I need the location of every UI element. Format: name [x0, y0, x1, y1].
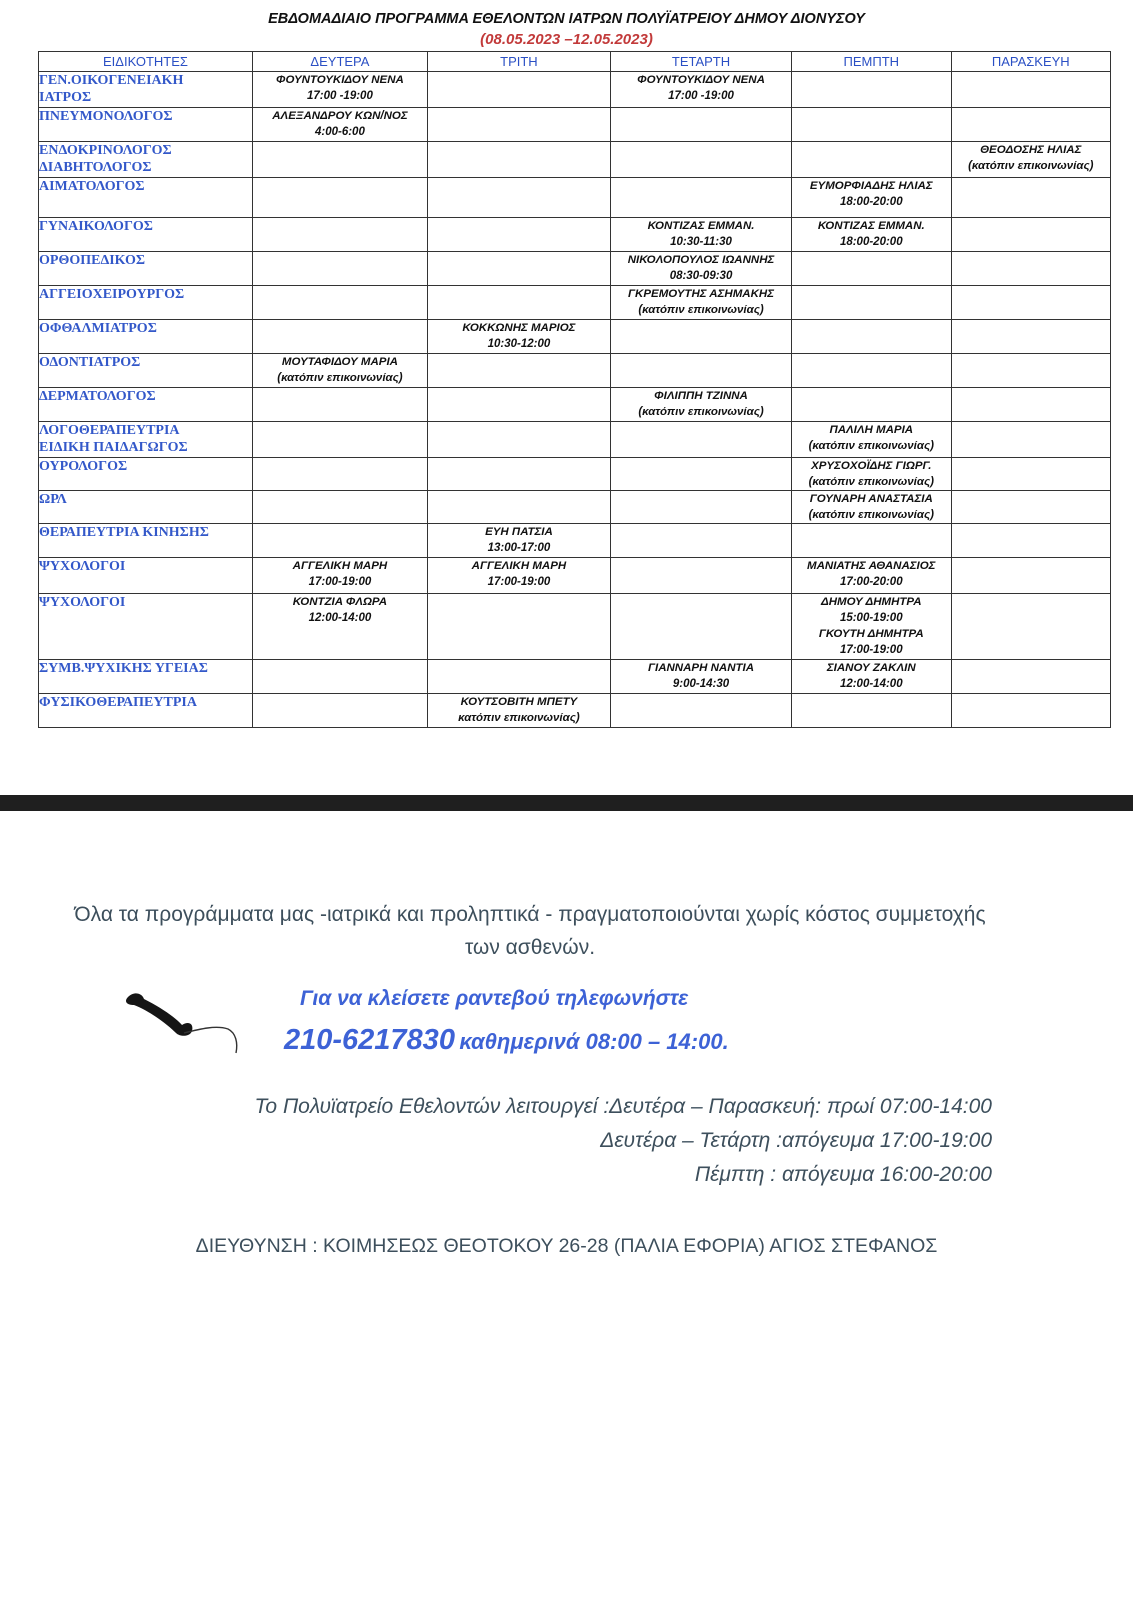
schedule-cell — [610, 660, 791, 694]
doctor-hours: κατόπιν επικοινωνίας) — [458, 712, 580, 724]
doctor-name: ΘΕΟΔΟΣΗΣ ΗΛΙΑΣ — [980, 144, 1082, 156]
schedule-cell — [252, 524, 427, 558]
schedule-cell — [427, 108, 610, 142]
schedule-cell — [252, 142, 427, 178]
schedule-cell — [610, 218, 791, 252]
schedule-cell — [427, 524, 610, 558]
doctor-hours: 18:00-20:00 — [839, 236, 903, 248]
table-row — [39, 142, 1111, 178]
doctor-name: ΜΟΥΤΑΦΙΔΟΥ ΜΑΡΙΑ — [281, 356, 398, 368]
schedule-cell — [951, 422, 1111, 458]
specialty-label: ΑΙΜΑΤΟΛΟΓΟΣ — [39, 179, 145, 194]
schedule-title: ΕΒΔΟΜΑΔΙΑΙΟ ΠΡΟΓΡΑΜΜΑ ΕΘΕΛΟΝΤΩΝ ΙΑΤΡΩΝ ΠΟΛΥΪΑΤΡΕΙΟΥ ΔΗΜΟΥ ΔΙΟΝΥΣΟΥ — [268, 11, 865, 27]
specialty-cell — [39, 218, 253, 252]
schedule-cell — [427, 178, 610, 218]
schedule-cell — [427, 660, 610, 694]
schedule-cell — [792, 354, 951, 388]
doctor-name: ΦΙΛΙΠΠΗ ΤΖΙΝΝΑ — [654, 390, 748, 402]
schedule-cell — [792, 594, 951, 660]
free-of-charge-note: Όλα τα προγράμματα μας -ιατρικά και προληπτικά - πραγματοποιούνται χωρίς κόστος συμμετοχής των ασθενών. — [74, 903, 986, 959]
schedule-cell — [610, 286, 791, 320]
schedule-cell — [792, 660, 951, 694]
table-row — [39, 422, 1111, 458]
schedule-cell — [252, 218, 427, 252]
specialty-cell — [39, 558, 253, 594]
column-header: ΕΙΔΙΚΟΤΗΤΕΣ — [39, 52, 253, 72]
column-header: ΠΕΜΠΤΗ — [792, 52, 951, 72]
schedule-cell — [427, 594, 610, 660]
specialty-cell — [39, 108, 253, 142]
table-header-row — [39, 52, 1111, 72]
doctor-name: ΓΚΡΕΜΟΥΤΗΣ ΑΣΗΜΑΚΗΣ — [628, 288, 774, 300]
schedule-cell — [427, 458, 610, 491]
schedule-cell — [252, 178, 427, 218]
doctor-hours: 13:00-17:00 — [487, 542, 551, 554]
specialty-cell — [39, 491, 253, 524]
telephone-handset-icon — [120, 985, 245, 1055]
specialty-cell — [39, 388, 253, 422]
doctor-name: ΓΙΑΝΝΑΡΗ ΝΑΝΤΙΑ — [647, 662, 755, 674]
schedule-cell — [951, 558, 1111, 594]
table-row — [39, 594, 1111, 660]
schedule-cell — [792, 218, 951, 252]
doctor-hours: 17:00 -19:00 — [307, 90, 373, 102]
schedule-cell — [792, 491, 951, 524]
hours-line: Δευτέρα – Τετάρτη :απόγευμα 17:00-19:00 — [600, 1129, 992, 1152]
doctor-name: ΧΡΥΣΟΧΟΪΔΗΣ ΓΙΩΡΓ. — [811, 460, 932, 472]
doctor-name: ΕΥΗ ΠΑΤΣΙΑ — [485, 526, 553, 538]
doctor-name: ΦΟΥΝΤΟΥΚΙΔΟΥ ΝΕΝΑ — [276, 74, 404, 86]
schedule-cell — [951, 218, 1111, 252]
table-row — [39, 458, 1111, 491]
schedule-cell — [610, 558, 791, 594]
divider-bar — [0, 795, 1133, 811]
specialty-label: ΕΝΔΟΚΡΙΝΟΛΟΓΟΣ — [39, 143, 172, 158]
schedule-cell — [610, 108, 791, 142]
schedule-cell — [951, 458, 1111, 491]
schedule-cell — [951, 354, 1111, 388]
doctor-name: ΝΙΚΟΛΟΠΟΥΛΟΣ ΙΩΑΝΝΗΣ — [627, 254, 775, 266]
specialty-label: ΔΙΑΒΗΤΟΛΟΓΟΣ — [39, 160, 152, 175]
specialty-cell — [39, 354, 253, 388]
specialty-label: ΓΕΝ.ΟΙΚΟΓΕΝΕΙΑΚΗ — [39, 73, 184, 88]
schedule-cell — [951, 286, 1111, 320]
schedule-cell — [427, 142, 610, 178]
hours-line: Πέμπτη : απόγευμα 16:00-20:00 — [694, 1163, 992, 1186]
doctor-hours: 18:00-20:00 — [839, 196, 903, 208]
table-row — [39, 558, 1111, 594]
schedule-cell — [252, 320, 427, 354]
table-row — [39, 660, 1111, 694]
schedule-cell — [252, 594, 427, 660]
specialty-label: ΔΕΡΜΑΤΟΛΟΓΟΣ — [39, 389, 156, 404]
schedule-cell — [792, 72, 951, 108]
column-header: ΤΕΤΑΡΤΗ — [610, 52, 791, 72]
column-header: ΤΡΙΤΗ — [427, 52, 610, 72]
schedule-cell — [951, 694, 1111, 728]
schedule-cell — [427, 491, 610, 524]
doctor-name: ΚΟΝΤΙΖΑΣ ΕΜΜΑΝ. — [817, 220, 925, 232]
specialty-cell — [39, 142, 253, 178]
doctor-name: ΑΛΕΞΑΝΔΡΟΥ ΚΩΝ/ΝΟΣ — [272, 110, 408, 122]
schedule-cell — [792, 458, 951, 491]
table-row — [39, 694, 1111, 728]
schedule-cell — [792, 252, 951, 286]
schedule-cell — [951, 320, 1111, 354]
doctor-name: ΚΟΝΤΙΖΑΣ ΕΜΜΑΝ. — [647, 220, 755, 232]
doctor-name: ΑΓΓΕΛΙΚΗ ΜΑΡΗ — [292, 560, 388, 572]
table-row — [39, 388, 1111, 422]
phone-hours: καθημερινά 08:00 – 14:00. — [459, 1029, 729, 1054]
specialty-label: ΑΓΓΕΙΟΧΕΙΡΟΥΡΓΟΣ — [39, 287, 185, 302]
schedule-cell — [792, 142, 951, 178]
doctor-hours: 17:00-19:00 — [839, 644, 903, 656]
column-header: ΔΕΥΤΕΡΑ — [252, 52, 427, 72]
schedule-cell — [610, 491, 791, 524]
table-row — [39, 72, 1111, 108]
schedule-cell — [427, 388, 610, 422]
phone-line — [284, 1024, 729, 1057]
schedule-cell — [427, 286, 610, 320]
specialty-label: ΘΕΡΑΠΕΥΤΡΙΑ ΚΙΝΗΣΗΣ — [39, 525, 209, 540]
schedule-cell — [951, 142, 1111, 178]
doctor-name: ΦΟΥΝΤΟΥΚΙΔΟΥ ΝΕΝΑ — [637, 74, 765, 86]
schedule-cell — [792, 694, 951, 728]
doctor-hours: (κατόπιν επικοινωνίας) — [638, 304, 764, 316]
schedule-cell — [252, 108, 427, 142]
doctor-hours: 12:00-14:00 — [308, 612, 372, 624]
schedule-cell — [252, 491, 427, 524]
address: ΔΙΕΥΘΥΝΣΗ : ΚΟΙΜΗΣΕΩΣ ΘΕΟΤΟΚΟΥ 26-28 (ΠΑΛΙΑ ΕΦΟΡΙΑ) ΑΓΙΟΣ ΣΤΕΦΑΝΟΣ — [195, 1235, 938, 1257]
doctor-hours: (κατόπιν επικοινωνίας) — [638, 406, 764, 418]
doctor-name: ΑΓΓΕΛΙΚΗ ΜΑΡΗ — [471, 560, 567, 572]
schedule-cell — [951, 388, 1111, 422]
specialty-label: ΟΔΟΝΤΙΑΤΡΟΣ — [39, 355, 141, 370]
schedule-cell — [792, 178, 951, 218]
schedule-cell — [610, 458, 791, 491]
schedule-cell — [610, 388, 791, 422]
schedule-cell — [792, 320, 951, 354]
doctor-hours: 08:30-09:30 — [669, 270, 733, 282]
doctor-hours: 4:00-6:00 — [314, 126, 365, 138]
schedule-cell — [427, 320, 610, 354]
schedule-cell — [252, 422, 427, 458]
schedule-cell — [951, 660, 1111, 694]
schedule-cell — [792, 388, 951, 422]
specialty-label: ΟΥΡΟΛΟΓΟΣ — [39, 459, 128, 474]
schedule-cell — [951, 108, 1111, 142]
doctor-name: ΠΑΛΙΛΗ ΜΑΡΙΑ — [829, 424, 914, 436]
schedule-cell — [610, 524, 791, 558]
schedule-cell — [610, 178, 791, 218]
schedule-cell — [951, 72, 1111, 108]
schedule-cell — [951, 491, 1111, 524]
specialty-cell — [39, 422, 253, 458]
schedule-cell — [427, 252, 610, 286]
schedule-body — [39, 72, 1111, 728]
specialty-cell — [39, 72, 253, 108]
schedule-cell — [252, 354, 427, 388]
specialty-label: ΨΥΧΟΛΟΓΟΙ — [39, 559, 126, 574]
schedule-cell — [792, 524, 951, 558]
schedule-cell — [792, 286, 951, 320]
doctor-hours: (κατόπιν επικοινωνίας) — [277, 372, 403, 384]
doctor-name: ΚΟΥΤΣΟΒΙΤΗ ΜΠΕΤΥ — [460, 696, 578, 708]
schedule-cell — [951, 178, 1111, 218]
schedule-cell — [792, 108, 951, 142]
schedule-cell — [252, 694, 427, 728]
table-row — [39, 320, 1111, 354]
schedule-cell — [427, 422, 610, 458]
column-header: ΠΑΡΑΣΚΕΥΗ — [951, 52, 1111, 72]
specialty-cell — [39, 320, 253, 354]
doctor-hours: (κατόπιν επικοινωνίας) — [808, 476, 934, 488]
specialty-label: ΣΥΜΒ.ΨΥΧΙΚΗΣ ΥΓΕΙΑΣ — [39, 661, 208, 676]
doctor-hours: 10:30-11:30 — [670, 236, 732, 248]
specialty-label: ΟΡΘΟΠΕΔΙΚΟΣ — [39, 253, 146, 268]
doctor-hours: 17:00 -19:00 — [668, 90, 734, 102]
schedule-cell — [610, 422, 791, 458]
specialty-cell — [39, 458, 253, 491]
appointment-text: Για να κλείσετε ραντεβού τηλεφωνήστε — [300, 987, 689, 1010]
schedule-cell — [951, 252, 1111, 286]
doctor-hours: 17:00-19:00 — [487, 576, 551, 588]
table-row — [39, 524, 1111, 558]
doctor-hours: 17:00-20:00 — [839, 576, 903, 588]
specialty-label: ΟΦΘΑΛΜΙΑΤΡΟΣ — [39, 321, 157, 336]
schedule-cell — [252, 558, 427, 594]
doctor-hours: (κατόπιν επικοινωνίας) — [968, 160, 1094, 172]
table-row — [39, 178, 1111, 218]
doctor-hours: 17:00-19:00 — [308, 576, 372, 588]
table-row — [39, 252, 1111, 286]
schedule-cell — [610, 694, 791, 728]
doctor-name: ΕΥΜΟΡΦΙΑΔΗΣ ΗΛΙΑΣ — [809, 180, 933, 192]
schedule-cell — [252, 388, 427, 422]
doctor-hours: 12:00-14:00 — [839, 678, 903, 690]
schedule-cell — [792, 422, 951, 458]
schedule-cell — [610, 354, 791, 388]
doctor-name: ΣΙΑΝΟΥ ΖΑΚΛΙΝ — [826, 662, 916, 674]
schedule-cell — [427, 558, 610, 594]
specialty-label: ΦΥΣΙΚΟΘΕΡΑΠΕΥΤΡΙΑ — [39, 695, 197, 710]
specialty-label: ΨΥΧΟΛΟΓΟΙ — [39, 595, 126, 610]
schedule-cell — [427, 354, 610, 388]
schedule-cell — [951, 594, 1111, 660]
doctor-hours: (κατόπιν επικοινωνίας) — [808, 440, 934, 452]
specialty-cell — [39, 594, 253, 660]
schedule-cell — [610, 320, 791, 354]
doctor-hours: 10:30-12:00 — [487, 338, 551, 350]
specialty-cell — [39, 252, 253, 286]
specialty-label: ΙΑΤΡΟΣ — [39, 90, 92, 105]
doctor-name: ΓΟΥΝΑΡΗ ΑΝΑΣΤΑΣΙΑ — [809, 493, 933, 505]
table-row — [39, 491, 1111, 524]
schedule-cell — [610, 594, 791, 660]
schedule-cell — [427, 694, 610, 728]
doctor-hours: 9:00-14:30 — [672, 678, 730, 690]
date-range: (08.05.2023 –12.05.2023) — [480, 31, 653, 48]
doctor-name: ΓΚΟΥΤΗ ΔΗΜΗΤΡΑ — [818, 628, 924, 640]
specialty-cell — [39, 694, 253, 728]
specialty-label: ΓΥΝΑΙΚΟΛΟΓΟΣ — [39, 219, 153, 234]
schedule-cell — [610, 72, 791, 108]
schedule-cell — [792, 558, 951, 594]
doctor-hours: (κατόπιν επικοινωνίας) — [808, 509, 934, 521]
schedule-cell — [610, 142, 791, 178]
table-row — [39, 108, 1111, 142]
schedule-cell — [252, 252, 427, 286]
schedule-cell — [427, 218, 610, 252]
schedule-cell — [252, 72, 427, 108]
hours-line: Το Πολυϊατρείο Εθελοντών λειτουργεί :Δευτέρα – Παρασκευή: πρωί 07:00-14:00 — [254, 1095, 992, 1118]
schedule-cell — [610, 252, 791, 286]
schedule-cell — [951, 524, 1111, 558]
table-row — [39, 286, 1111, 320]
specialty-label: ΠΝΕΥΜΟΝΟΛΟΓΟΣ — [39, 109, 173, 124]
specialty-cell — [39, 286, 253, 320]
doctor-name: ΔΗΜΟΥ ΔΗΜΗΤΡΑ — [820, 596, 922, 608]
operating-hours — [255, 1090, 993, 1192]
schedule-cell — [252, 286, 427, 320]
doctor-hours: 15:00-19:00 — [839, 612, 903, 624]
table-row — [39, 218, 1111, 252]
specialty-label: ΛΟΓΟΘΕΡΑΠΕΥΤΡΙΑ — [39, 423, 180, 438]
schedule-cell — [252, 660, 427, 694]
doctor-name: ΚΟΚΚΩΝΗΣ ΜΑΡΙΟΣ — [462, 322, 576, 334]
phone-number[interactable]: 210-6217830 — [284, 1024, 455, 1056]
schedule-cell — [427, 72, 610, 108]
specialty-cell — [39, 178, 253, 218]
schedule-cell — [252, 458, 427, 491]
specialty-cell — [39, 660, 253, 694]
specialty-cell — [39, 524, 253, 558]
doctor-name: ΚΟΝΤΖΙΑ ΦΛΩΡΑ — [292, 596, 388, 608]
doctor-name: ΜΑΝΙΑΤΗΣ ΑΘΑΝΑΣΙΟΣ — [807, 560, 936, 572]
specialty-label: ΕΙΔΙΚΗ ΠΑΙΔΑΓΩΓΟΣ — [39, 440, 188, 455]
specialty-label: ΩΡΛ — [39, 492, 67, 507]
table-row — [39, 354, 1111, 388]
schedule-table — [38, 51, 1111, 728]
